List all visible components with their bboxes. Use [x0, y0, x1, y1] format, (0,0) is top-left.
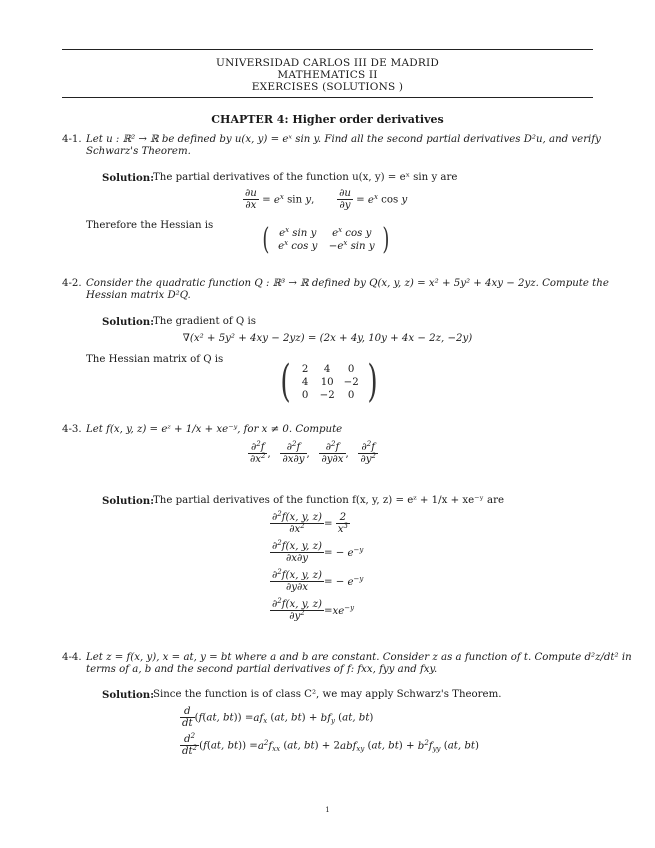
- solution-text: Since the function is of class C², we may apply Schwarz's Theorem.: [153, 689, 502, 700]
- header-subtitle: EXERCISES (SOLUTIONS ): [251, 81, 404, 93]
- chapter-title: CHAPTER 4: Higher order derivatives: [211, 113, 444, 126]
- solution-label: Solution:: [102, 316, 154, 328]
- hessian-text: The Hessian matrix of Q is: [86, 354, 224, 365]
- matrix-cell: 4: [323, 363, 331, 375]
- exercise-statement: Let z = f(x, y), x = at, y = bt where a and b are constant. Consider z as a function of t. Compute d²z/dt² in: [86, 652, 632, 663]
- equation: $\frac{d^2}{dt^2}$ (f(at, $bt)) =a^2f_{xx}$ (at, bt) + 2abf$_{xy}$ (at, $bt) + b^2f_{yy}$ (at, bt): [182, 732, 479, 757]
- exercise-statement: Consider the quadratic function Q : ℝ³ → ℝ defined by Q(x, y, z) = x² + 5y² + 4xy − 2yz. Compute the: [86, 278, 609, 289]
- matrix-cell: −2: [319, 389, 335, 401]
- exercise-statement: Hessian matrix D²Q.: [86, 290, 191, 301]
- matrix-cell: 10: [320, 376, 334, 388]
- hessian-matrix: ( 2 4 0 4 10 −2 0 −2 0 ): [280, 356, 378, 407]
- solution-label: Solution:: [102, 689, 154, 701]
- exercise-number: 4-3.: [62, 424, 82, 435]
- equation: $\frac{\partial^2f(x, y, z)}{\partial y^2}$ $=xe^{-y}$: [272, 597, 355, 622]
- solution-text: The partial derivatives of the function f(x, y, z) = eᶻ + 1/x + xe⁻ʸ are: [153, 495, 505, 506]
- matrix-cell: −2: [343, 376, 359, 388]
- solution-label: Solution:: [102, 172, 154, 184]
- exercise-statement: Schwarz's Theorem.: [86, 146, 191, 157]
- matrix-cell: 2: [301, 363, 309, 375]
- equation: $\frac{d}{dt}$ (f(at, $bt)) =af_x$ (at, $bt) + bf_y$ (at, bt): [182, 706, 374, 729]
- header-course: MATHEMATICS II: [277, 69, 378, 81]
- matrix-cell: 0: [347, 363, 355, 375]
- solution-label: Solution:: [102, 495, 154, 507]
- exercise-number: 4-4.: [62, 652, 82, 663]
- equation: $\frac{\partial u}{\partial x}$ = $e^x$ sin y, $\frac{\partial u}{\partial y}$ = $e^x$ cos y: [245, 188, 408, 211]
- hessian-matrix: ( $e^x$ sin y $e^x$ cos y $e^x$ cos y $-e^x$ sin y ): [262, 222, 390, 257]
- exercise-statement: terms of a, b and the second partial derivatives of f: fxx, fyy and fxy.: [86, 664, 438, 675]
- page-number: 1: [325, 806, 330, 814]
- solution-text: The gradient of Q is: [153, 316, 257, 327]
- equation: $\frac{\partial^2f(x, y, z)}{\partial x^2}$ = $\frac{2}{x^3}$: [272, 510, 348, 535]
- matrix-cell: 0: [347, 389, 355, 401]
- exercise-number: 4-2.: [62, 278, 82, 289]
- exercise-statement: Let u : ℝ² → ℝ be defined by u(x, y) = eˣ sin y. Find all the second partial derivatives D²u, and verify: [86, 134, 601, 145]
- equation: $\frac{\partial^2f(x, y, z)}{\partial x\partial y}$ = − $e^{-y}$: [272, 539, 364, 564]
- matrix-cell: 0: [301, 389, 309, 401]
- gradient-equation: ∇(x² + 5y² + 4xy − 2yz) = (2x + 4y, 10y + 4x − 2z, −2y): [182, 333, 473, 344]
- exercise-number: 4-1.: [62, 134, 82, 145]
- requested-derivatives: $\frac{\partial^2f}{\partial x^2}$ , $\frac{\partial^2f}{\partial x\partial y}$ , $\frac{\partial^2f}{\partial y\partial x}$ , $\frac{\partial^2f}{\partial y^2}$: [250, 440, 376, 465]
- header-bottom-rule: [62, 97, 593, 98]
- exercise-statement: Let f(x, y, z) = eᶻ + 1/x + xe⁻ʸ, for x ≠ 0. Compute: [86, 424, 343, 435]
- matrix-cell: 4: [301, 376, 309, 388]
- hessian-text: Therefore the Hessian is: [86, 220, 214, 231]
- equation: $\frac{\partial^2f(x, y, z)}{\partial y\partial x}$ = − $e^{-y}$: [272, 568, 364, 593]
- header-university: UNIVERSIDAD CARLOS III DE MADRID: [216, 57, 439, 69]
- header-top-rule: [62, 49, 593, 50]
- solution-text: The partial derivatives of the function u(x, y) = eˣ sin y are: [153, 172, 458, 183]
